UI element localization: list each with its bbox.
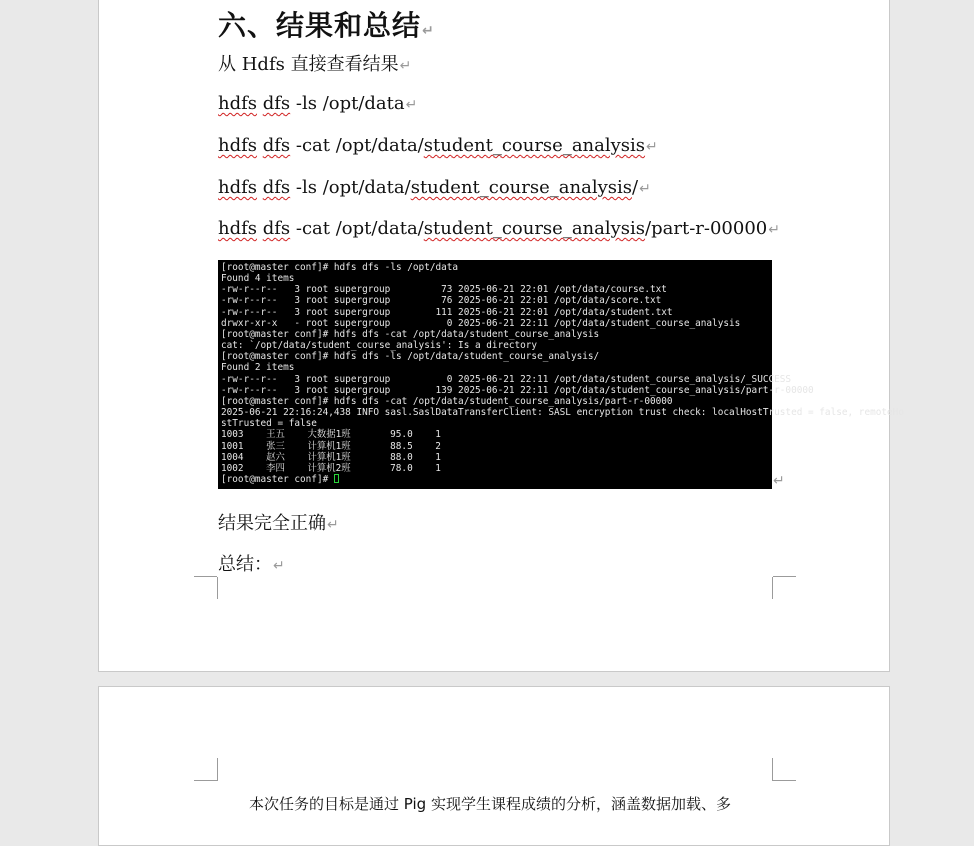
spellcheck-word: hdfs (218, 135, 258, 156)
terminal-line: -rw-r--r-- 3 root supergroup 0 2025-06-21 22:11 /opt/data/student_course_analysis/_SUCCESS (221, 373, 792, 385)
crop-mark-top-right-h (772, 780, 796, 781)
spellcheck-word: student_course_analysis (423, 218, 646, 239)
terminal-line: [root@master conf]# hdfs dfs -cat /opt/data/student_course_analysis (221, 328, 600, 340)
terminal-line: -rw-r--r-- 3 root supergroup 73 2025-06-21 22:01 /opt/data/course.txt (221, 284, 667, 296)
spellcheck-word: hdfs (218, 177, 258, 198)
crop-mark-bottom-right-h (773, 576, 796, 577)
command-line-4 (218, 218, 780, 239)
terminal-line: stTrusted = false (221, 418, 317, 430)
spellcheck-word: hdfs (218, 93, 258, 114)
paragraph-mark-icon: ↵ (327, 517, 339, 533)
terminal-line: -rw-r--r-- 3 root supergroup 76 2025-06-21 22:01 /opt/data/score.txt (221, 295, 662, 307)
spellcheck-word: dfs (262, 177, 291, 198)
spellcheck-word: dfs (262, 135, 291, 156)
terminal-prompt: [root@master conf]# (221, 473, 334, 485)
paragraph-mark-icon: ↵ (273, 558, 285, 574)
terminal-screenshot (218, 260, 904, 489)
spellcheck-word: dfs (262, 218, 291, 239)
result-text: 结果完全正确 (218, 513, 326, 534)
paragraph-mark-icon: ↵ (768, 222, 780, 238)
command-text: -cat /opt/data/ (290, 135, 424, 156)
spellcheck-word: student_course_analysis (410, 177, 632, 198)
terminal-line: Found 2 items (221, 362, 295, 374)
intro-prefix: 从 (218, 54, 242, 75)
terminal-line: [root@master conf]# hdfs dfs -cat /opt/data/student_course_analysis/part-r-00000 (221, 395, 673, 407)
paragraph-mark-icon: ↵ (399, 58, 412, 74)
command-text: -ls /opt/data/ (290, 177, 411, 198)
intro-suffix: 直接查看结果 (284, 54, 399, 75)
spellcheck-word: student_course_analysis (423, 135, 646, 156)
crop-mark-bottom-left-v (217, 577, 218, 599)
result-paragraph (218, 509, 339, 535)
terminal-line: -rw-r--r-- 3 root supergroup 139 2025-06-21 22:11 /opt/data/student_course_analysis/part-r-00000 (221, 384, 814, 396)
page2-paragraph: 本次任务的目标是通过 Pig 实现学生课程成绩的分析，涵盖数据加载、多 (249, 795, 731, 813)
crop-mark-bottom-left-h (194, 576, 217, 577)
paragraph-mark-icon: ↵ (646, 139, 658, 155)
terminal-cursor-icon (334, 474, 339, 483)
spellcheck-word: hdfs (218, 218, 258, 239)
command-text: -cat /opt/data/ (290, 218, 424, 239)
terminal-line: 1004 赵六 计算机1班 88.0 1 (221, 451, 441, 463)
terminal-line: Found 4 items (221, 273, 295, 285)
section-heading (218, 4, 435, 44)
crop-mark-top-left-v (217, 758, 218, 780)
paragraph-mark-icon: ↵ (405, 97, 418, 113)
terminal-line: 2025-06-21 22:16:24,438 INFO sasl.SaslDataTransferClient: SASL encryption trust check: localHostTrusted = false, remoteHo (221, 407, 904, 419)
summary-paragraph (218, 550, 285, 576)
terminal-line: 1002 李四 计算机2班 78.0 1 (221, 462, 441, 474)
paragraph-mark-icon: ↵ (639, 181, 651, 197)
intro-hdfs-word: Hdfs (241, 54, 285, 75)
paragraph-mark-icon: ↵ (773, 473, 785, 489)
command-line-3 (218, 177, 651, 198)
terminal-line: [root@master conf]# hdfs dfs -ls /opt/data (221, 262, 459, 273)
command-line-2 (218, 135, 658, 156)
command-tail: / (632, 177, 639, 198)
command-text: -ls /opt/data (290, 93, 405, 114)
crop-mark-top-left-h (194, 780, 218, 781)
crop-mark-top-right-v (772, 758, 773, 780)
terminal-line: -rw-r--r-- 3 root supergroup 111 2025-06-21 22:01 /opt/data/student.txt (221, 306, 673, 318)
command-line-1 (218, 93, 417, 114)
terminal-line: drwxr-xr-x - root supergroup 0 2025-06-21 22:11 /opt/data/student_course_analysis (221, 317, 741, 329)
summary-label: 总结： (218, 554, 272, 575)
terminal-prompt-line (221, 474, 772, 485)
section-heading-text: 六、结果和总结 (218, 9, 422, 42)
command-tail: /part-r-00000 (645, 218, 768, 239)
terminal-line: cat: `/opt/data/student_course_analysis': Is a directory (221, 340, 538, 352)
terminal-line: 1001 张三 计算机1班 88.5 2 (221, 440, 441, 452)
intro-paragraph (218, 50, 411, 76)
terminal-line: [root@master conf]# hdfs dfs -ls /opt/data/student_course_analysis/ (221, 351, 600, 363)
crop-mark-bottom-right-v (772, 577, 773, 599)
terminal-line: 1003 王五 大数据1班 95.0 1 (221, 429, 441, 441)
spellcheck-word: dfs (262, 93, 291, 114)
paragraph-mark-icon: ↵ (422, 23, 435, 39)
